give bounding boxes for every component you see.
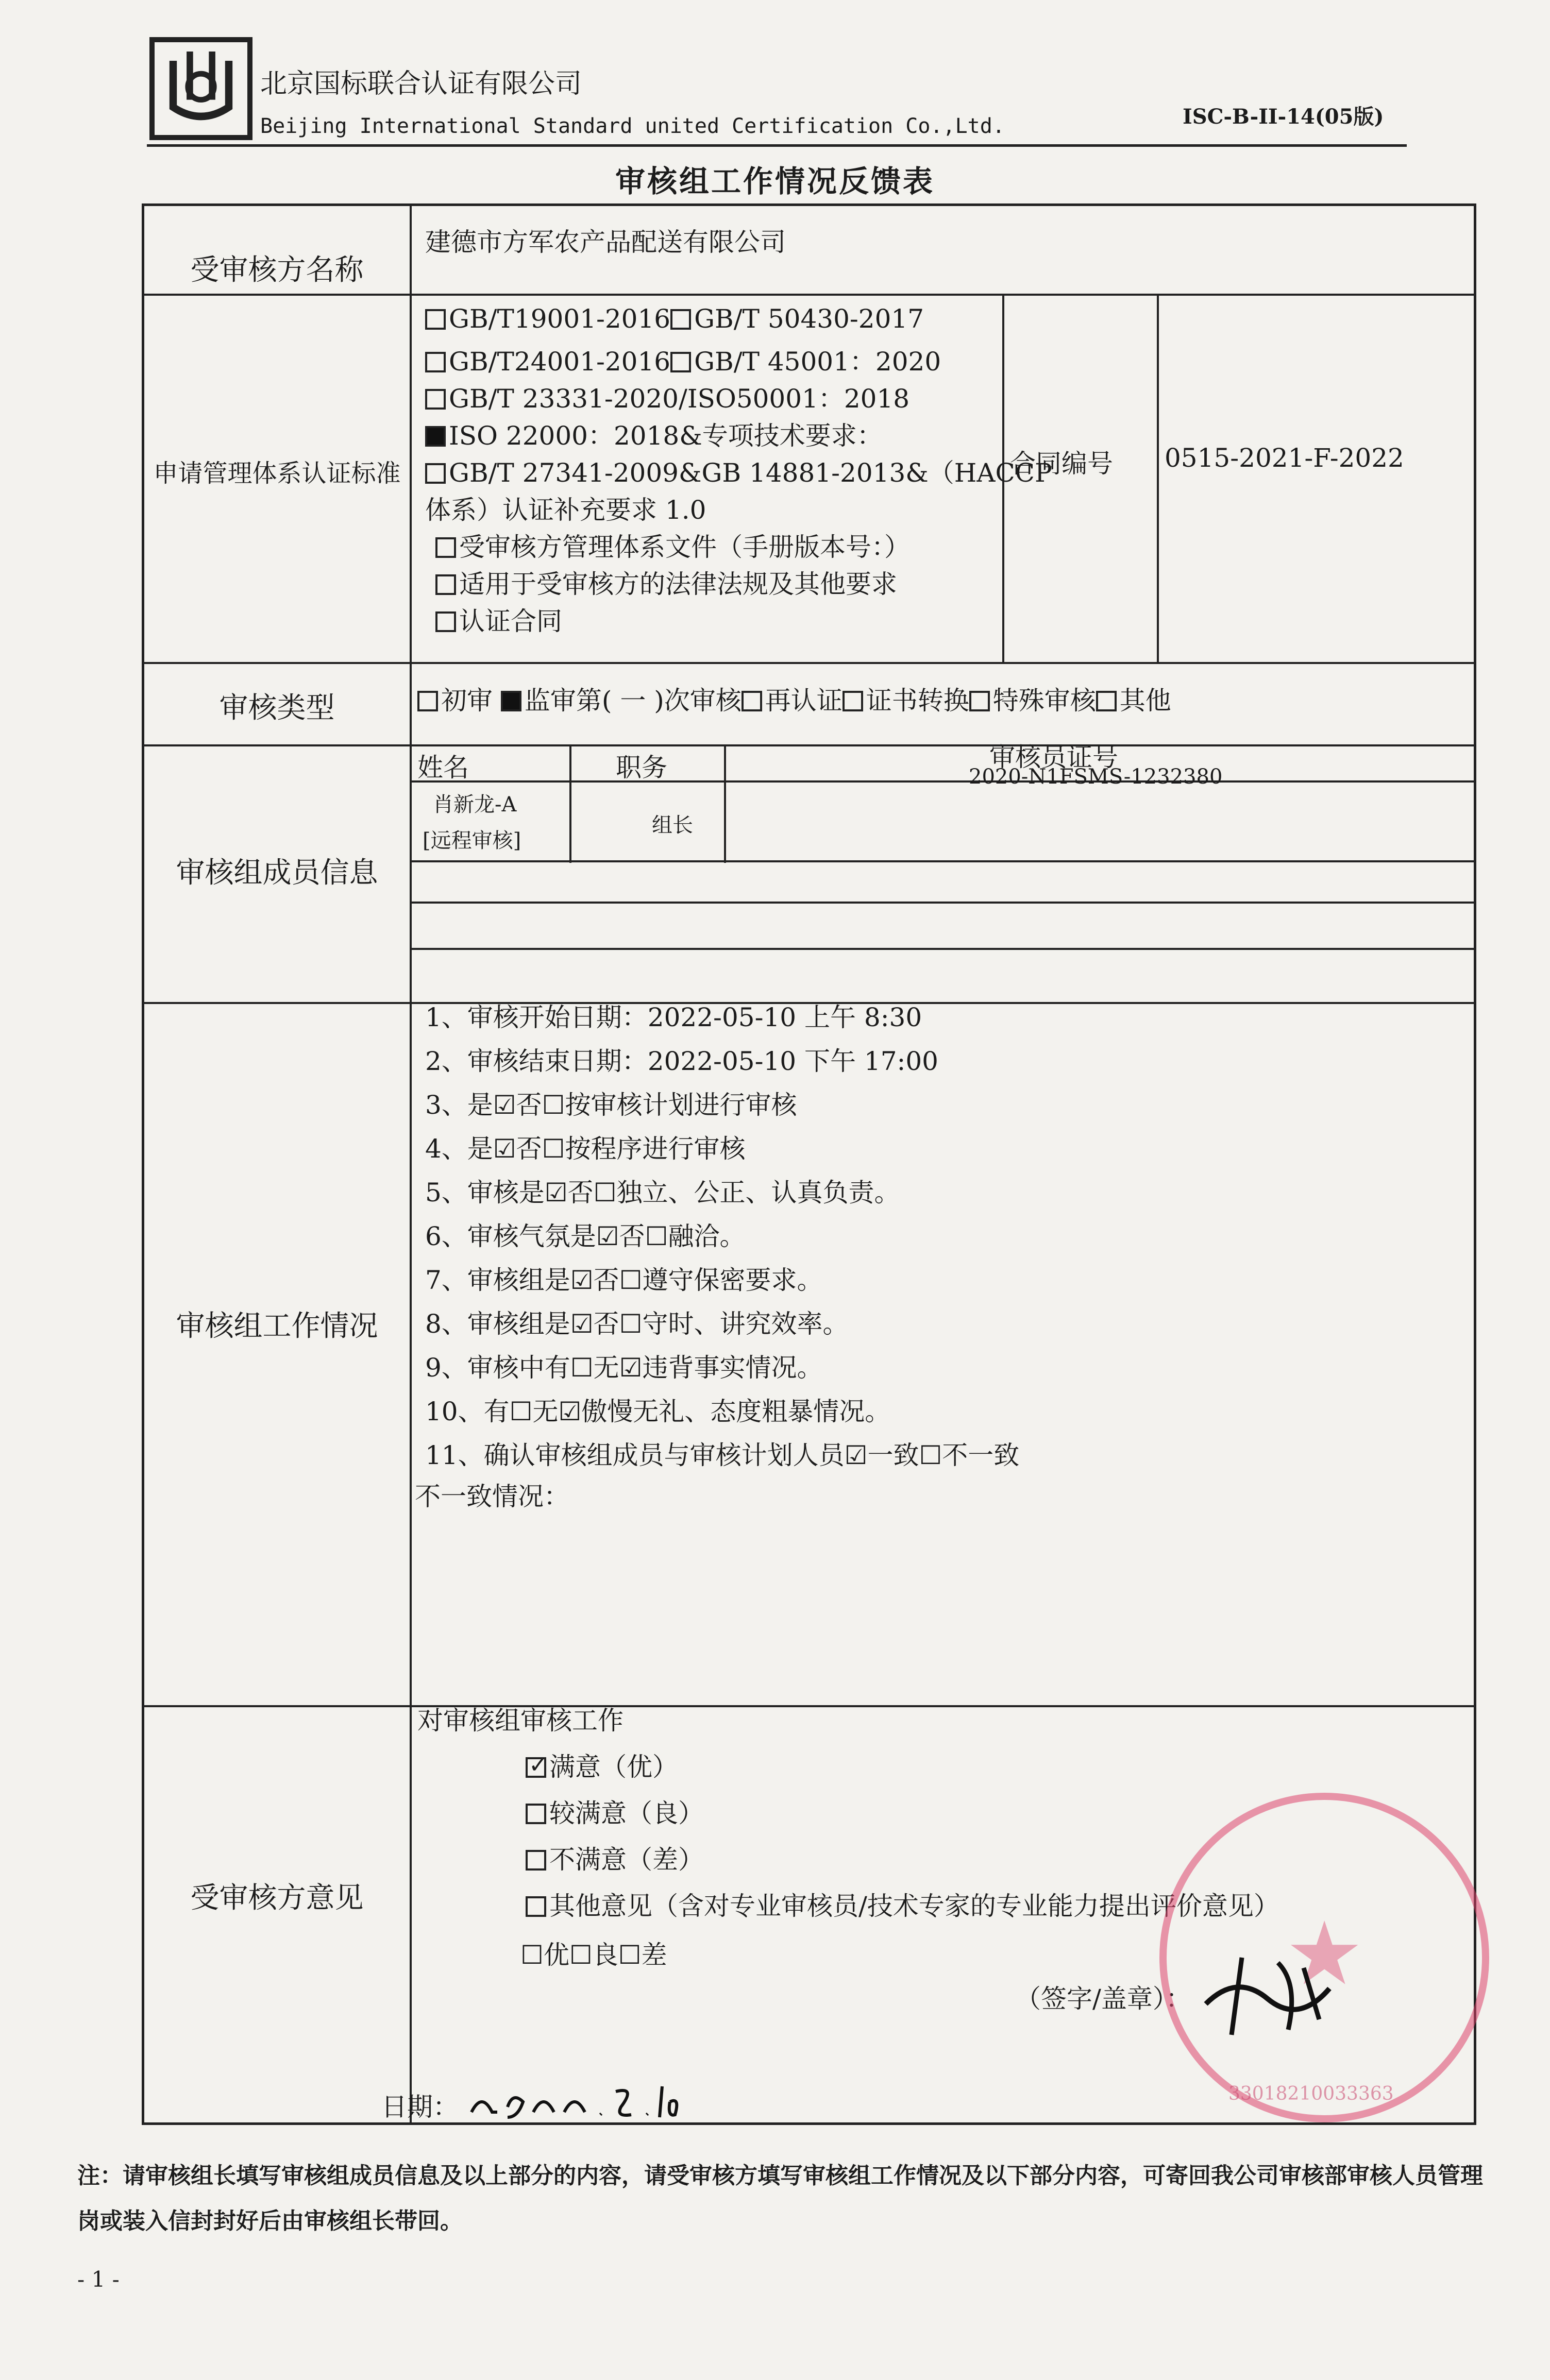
opinion-intro: 对审核组审核工作 bbox=[417, 1706, 624, 1736]
col-name: 姓名 bbox=[417, 753, 469, 783]
audit-type-options: 初审 监审第( 一 )次审核 再认证 证书转换 特殊审核 其他 bbox=[417, 680, 1171, 717]
members-row-divider bbox=[410, 948, 1474, 950]
handwritten-signature bbox=[1195, 1942, 1350, 2045]
checkbox-checked[interactable] bbox=[425, 426, 446, 447]
member-name: 肖新龙-A bbox=[433, 793, 517, 817]
members-label: 审核组成员信息 bbox=[176, 856, 378, 890]
checkbox[interactable] bbox=[742, 691, 762, 711]
standard-line: GB/T19001-2016 GB/T 50430-2017 bbox=[425, 304, 924, 334]
members-row-divider bbox=[410, 902, 1474, 904]
signature-label: （签字/盖章）： bbox=[1015, 1984, 1191, 2014]
checkbox[interactable] bbox=[969, 691, 990, 711]
member-note: [远程审核] bbox=[423, 829, 521, 853]
member-role: 组长 bbox=[652, 813, 693, 837]
checkbox[interactable] bbox=[526, 1804, 546, 1824]
standard-line: GB/T 27341-2009&GB 14881-2013&（HACCP bbox=[425, 452, 1052, 489]
checkbox[interactable] bbox=[670, 352, 691, 372]
checkbox[interactable] bbox=[1096, 691, 1117, 711]
row-divider bbox=[144, 1705, 1474, 1707]
checkbox[interactable] bbox=[425, 389, 446, 410]
page-number: - 1 - bbox=[77, 2267, 120, 2292]
checkbox[interactable] bbox=[435, 537, 456, 558]
auditee-label: 受审核方名称 bbox=[190, 253, 364, 287]
work-item: 1、审核开始日期：2022-05-10 上午 8:30 bbox=[425, 1002, 922, 1032]
standard-line: 认证合同 bbox=[435, 601, 562, 638]
work-item: 10、有☐无☑傲慢无礼、态度粗暴情况。 bbox=[425, 1397, 891, 1426]
standard-line: GB/T 23331-2020/ISO50001：2018 bbox=[425, 378, 909, 415]
checkbox[interactable] bbox=[425, 352, 446, 372]
work-item: 4、是☑否☐按程序进行审核 bbox=[425, 1134, 746, 1164]
row-divider bbox=[144, 662, 1474, 664]
contract-label: 合同编号 bbox=[1010, 449, 1113, 479]
member-cert: 2020-N1FSMS-1232380 bbox=[969, 765, 1223, 789]
inconsistency-label: 不一致情况： bbox=[415, 1482, 569, 1511]
label-column-divider bbox=[410, 206, 412, 2125]
form-title: 审核组工作情况反馈表 bbox=[615, 164, 935, 199]
company-name-cn: 北京国标联合认证有限公司 bbox=[260, 69, 582, 99]
checkbox-checked[interactable] bbox=[501, 691, 521, 711]
checkbox[interactable] bbox=[843, 691, 863, 711]
standard-line: GB/T24001-2016 GB/T 45001：2020 bbox=[425, 341, 941, 378]
seal-code: 33018210033363 bbox=[1228, 2083, 1394, 2104]
checkbox[interactable] bbox=[425, 463, 446, 484]
opinion-option: 不满意（差） bbox=[526, 1839, 704, 1876]
grade-line: ☐优☐良☐差 bbox=[520, 1940, 667, 1970]
standard-line: 受审核方管理体系文件（手册版本号：） bbox=[435, 526, 910, 564]
standard-line: 体系）认证补充要求 1.0 bbox=[425, 495, 706, 525]
work-item: 9、审核中有☐无☑违背事实情况。 bbox=[425, 1353, 823, 1383]
col-role: 职务 bbox=[616, 753, 667, 783]
opinion-option: 其他意见（含对专业审核员/技术专家的专业能力提出评价意见） bbox=[526, 1885, 1279, 1923]
standards-label: 申请管理体系认证标准 bbox=[153, 459, 401, 488]
standard-line: ISO 22000：2018&专项技术要求： bbox=[425, 415, 883, 452]
contract-number: 0515-2021-F-2022 bbox=[1165, 443, 1404, 473]
checkbox[interactable] bbox=[435, 611, 456, 632]
company-logo bbox=[149, 37, 252, 140]
standard-line: 适用于受审核方的法律法规及其他要求 bbox=[435, 564, 897, 601]
checkbox[interactable] bbox=[526, 1850, 546, 1871]
work-item: 7、审核组是☑否☐遵守保密要求。 bbox=[425, 1265, 823, 1295]
header-divider bbox=[147, 144, 1407, 147]
work-item: 3、是☑否☐按审核计划进行审核 bbox=[425, 1090, 797, 1120]
checkbox[interactable] bbox=[526, 1896, 546, 1917]
members-col-divider bbox=[569, 744, 571, 863]
opinion-option: ✓满意（优） bbox=[526, 1746, 678, 1783]
checkbox[interactable] bbox=[435, 574, 456, 595]
company-name-en: Beijing International Standard united Certification Co.,Ltd. bbox=[260, 114, 1005, 138]
checkbox-checked[interactable] bbox=[526, 1757, 546, 1778]
work-item: 2、审核结束日期：2022-05-10 下午 17:00 bbox=[425, 1046, 938, 1076]
opinion-label: 受审核方意见 bbox=[190, 1881, 364, 1915]
footer-note: 注：请审核组长填写审核组成员信息及以上部分的内容，请受审核方填写审核组工作情况及以下部分内容，可寄回我公司审核部审核人员管理岗或装入信封封好后由审核组长带回。 bbox=[77, 2163, 1483, 2234]
work-label: 审核组工作情况 bbox=[176, 1310, 378, 1343]
work-item: 5、审核是☑否☐独立、公正、认真负责。 bbox=[425, 1178, 900, 1208]
auditee-name: 建德市方军农产品配送有限公司 bbox=[425, 227, 786, 257]
audit-type-label: 审核类型 bbox=[219, 691, 335, 725]
work-item: 6、审核气氛是☑否☐融洽。 bbox=[425, 1221, 746, 1251]
work-item: 11、确认审核组成员与审核计划人员☑一致☐不一致 bbox=[425, 1440, 1020, 1470]
seal-star-icon: ★ bbox=[1285, 1903, 1364, 2005]
opinion-option: 较满意（良） bbox=[526, 1793, 704, 1830]
checkbox[interactable] bbox=[670, 309, 691, 330]
document-code: ISC-B-II-14(05版) bbox=[1183, 105, 1384, 129]
row-divider bbox=[144, 744, 1474, 746]
contract-divider bbox=[1157, 294, 1159, 662]
checkbox[interactable] bbox=[425, 309, 446, 330]
row-divider bbox=[144, 294, 1474, 296]
handwritten-date bbox=[466, 2076, 683, 2122]
checkbox[interactable] bbox=[417, 691, 438, 711]
work-item: 8、审核组是☑否☐守时、讲究效率。 bbox=[425, 1309, 849, 1339]
col-cert: 审核员证号 bbox=[989, 742, 1118, 772]
date-label: 日期： bbox=[381, 2092, 459, 2122]
members-col-divider bbox=[724, 744, 726, 863]
